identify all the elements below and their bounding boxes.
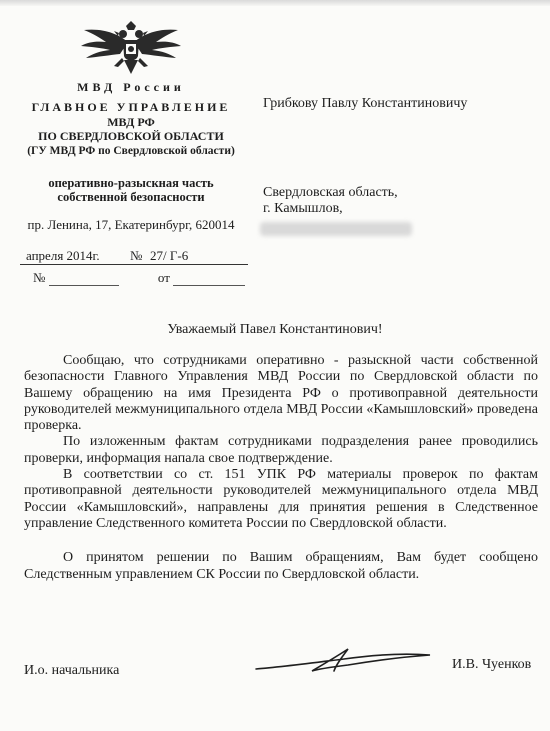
incoming-no-blank — [49, 274, 119, 286]
signatory-title: И.о. начальника — [24, 663, 120, 678]
sender-address: пр. Ленина, 17, Екатеринбург, 620014 — [27, 217, 235, 232]
ref-number-label: № — [130, 248, 143, 263]
incoming-ref-line — [33, 270, 245, 286]
signatory-name: И.В. Чуенков — [452, 657, 532, 672]
salutation: Уважаемый Павел Константинович! — [167, 322, 383, 337]
letter-body — [24, 353, 538, 583]
dept-line4: (ГУ МВД РФ по Свердловской области) — [27, 144, 235, 157]
ref-date: апреля 2014г. — [26, 248, 100, 263]
addressee-region: Свердловская область, — [263, 185, 398, 200]
scan-top-edge — [0, 0, 550, 6]
unit-line1: оперативно-разыскная часть — [48, 176, 214, 190]
dept-line3: ПО СВЕРДЛОВСКОЙ ОБЛАСТИ — [38, 129, 224, 143]
paragraph-4: О принятом решении по Вашим обращениям, Вам будет сообщено Следственным управлением СК России по Свердловской области. — [24, 550, 538, 582]
incoming-no-label: № — [33, 270, 46, 285]
sender-block — [10, 80, 252, 232]
paragraph-1: Сообщаю, что сотрудниками оперативно - разыскной части собственной безопасности Главного Управления МВД России по Свердловской области по Вашему обращению на имя Президента РФ о противоправной деятельности руководителей межмуниципального отдела МВД России «Камышловский» проведена проверка. — [24, 353, 538, 434]
ref-number: 27/ Г-6 — [150, 248, 189, 263]
incoming-date-blank — [173, 274, 245, 286]
double-headed-eagle-emblem — [78, 20, 184, 80]
paragraph-2: По изложенным фактам сотрудниками подразделения ранее проводились проверки, информация напала свое подтверждение. — [24, 434, 538, 466]
org-name: МВД России — [77, 80, 185, 94]
addressee-name: Грибкову Павлу Константиновичу — [263, 96, 468, 111]
dept-line2: МВД РФ — [107, 114, 155, 129]
paragraph-3: В соответствии со ст. 151 УПК РФ материалы проверок по фактам противоправной деятельности руководителей межмуниципального отдела МВД России «Камышловский», направлены для принятия решения в Следственное управление Следственного комитета России по Свердловской области. — [24, 467, 538, 531]
addressee-city: г. Камышлов, — [263, 201, 343, 216]
redacted-address — [260, 222, 412, 236]
dept-line1: ГЛАВНОЕ УПРАВЛЕНИЕ — [31, 100, 231, 114]
addressee-block — [263, 96, 467, 217]
unit-line2: собственной безопасности — [57, 190, 205, 204]
outgoing-ref-line — [20, 248, 248, 265]
handwritten-signature — [252, 645, 436, 675]
incoming-from-label: от — [157, 270, 170, 285]
